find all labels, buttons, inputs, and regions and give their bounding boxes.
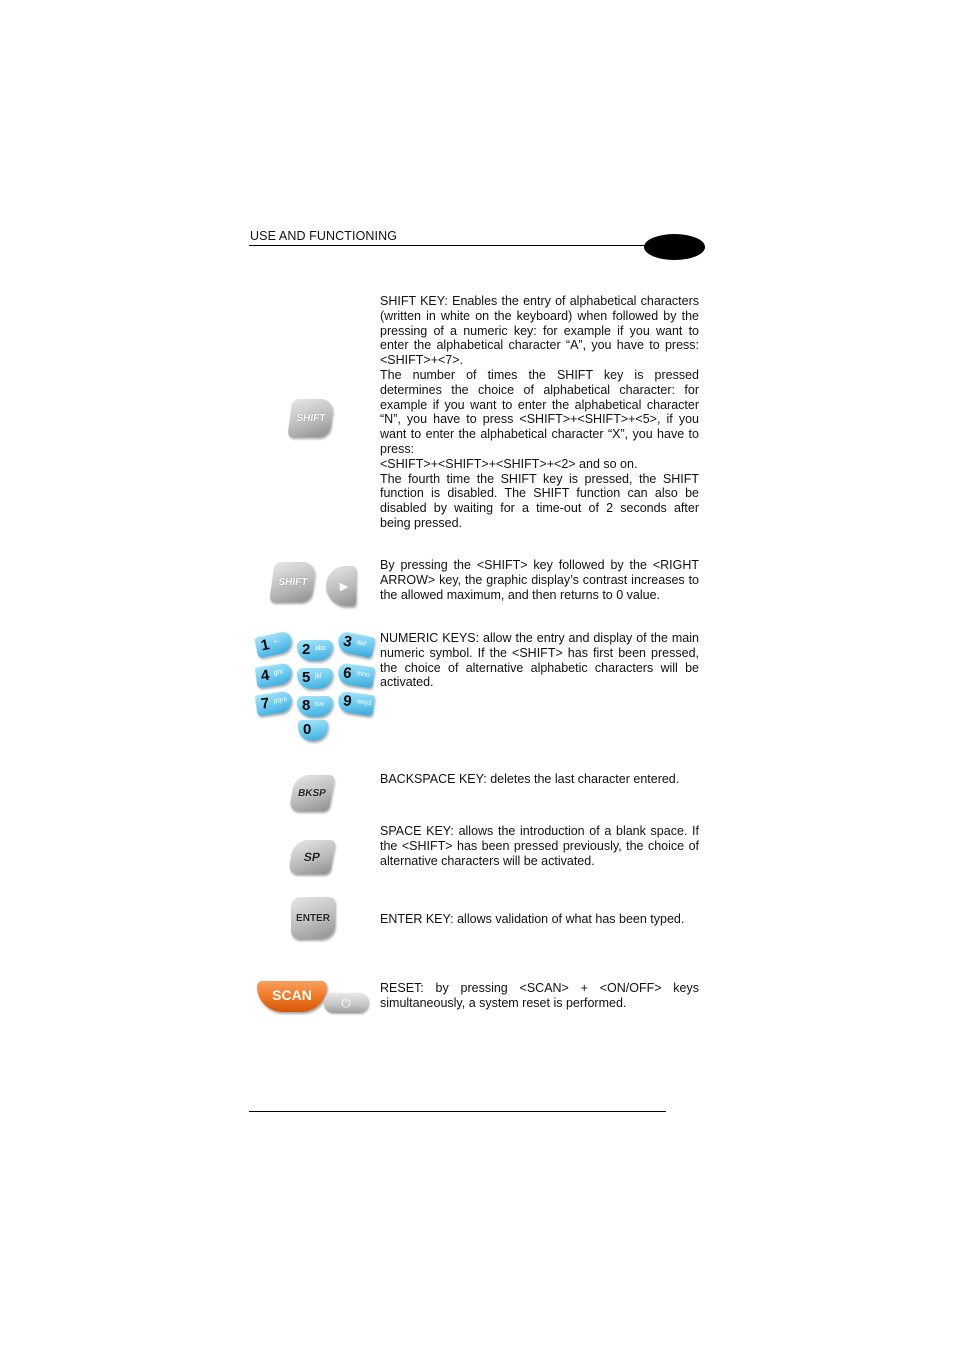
numeric-key-6: 6 mno <box>337 663 376 689</box>
space-key-icon <box>288 840 336 874</box>
right-arrow-key-icon: ▶ <box>326 566 356 606</box>
enter-key-label: ENTER <box>296 912 330 924</box>
enter-text: ENTER KEY: allows validation of what has been typed. <box>380 912 685 926</box>
backspace-description <box>380 772 699 787</box>
backspace-text: BACKSPACE KEY: deletes the last character entered. <box>380 772 680 786</box>
shift-key-description <box>380 294 699 531</box>
header-oval-tab <box>644 234 705 260</box>
shift-para-2: The number of times the SHIFT key is pressed determines the choice of alphabetical character: for example if you want to enter the alphabetical character “N”, you have to press <SHIFT>+<SHIFT>+<5>, if you want to enter the alphabetical character “X”, you have to press: <box>380 367 699 456</box>
shift-para-4: The fourth time the SHIFT key is pressed, the SHIFT function is disabled. The SHIFT function can also be disabled by waiting for a time-out of 2 seconds after being pressed. <box>380 471 699 530</box>
power-icon <box>324 993 368 1013</box>
numeric-key-3: 3 def <box>336 630 376 658</box>
numeric-text: NUMERIC KEYS: allow the entry and display of the main numeric symbol. If the <SHIFT> has first been pressed, the choice of alternative alphabetic characters will be activated. <box>380 631 699 690</box>
shift-key-label: SHIFT <box>295 412 327 424</box>
scan-key-icon <box>257 981 327 1012</box>
backspace-key-icon <box>289 775 335 811</box>
numeric-key-1: 1 +- <box>254 630 294 658</box>
shift-key-icon <box>287 399 334 437</box>
scan-key-label: SCAN <box>272 986 312 1003</box>
power-key-glyph: ⏻ <box>341 995 351 1010</box>
numeric-keypad-icon <box>254 633 376 743</box>
reset-description <box>380 981 699 1011</box>
footer-rule <box>249 1111 666 1112</box>
numeric-key-7: 7 pqrs <box>255 691 294 717</box>
contrast-text: By pressing the <SHIFT> key followed by the <RIGHT ARROW> key, the graphic display’s contrast increases to the allowed maximum, and then returns to 0 value. <box>380 558 699 602</box>
space-text: SPACE KEY: allows the introduction of a blank space. If the <SHIFT> has been pressed previously, the choice of alternative characters will be activated. <box>380 824 699 868</box>
contrast-description <box>380 558 699 602</box>
shift-para-3: <SHIFT>+<SHIFT>+<SHIFT>+<2> and so on. <box>380 456 638 471</box>
space-description <box>380 824 699 868</box>
numeric-key-9: 9 wxyz <box>337 691 376 717</box>
header-rule <box>249 245 657 246</box>
page-header-title: USE AND FUNCTIONING <box>250 229 398 243</box>
shift-key-icon-contrast <box>269 562 317 602</box>
shift-key-contrast-label: SHIFT <box>277 576 309 588</box>
reset-text: RESET: by pressing <SCAN> + <ON/OFF> keys simultaneously, a system reset is performed. <box>380 981 699 1010</box>
numeric-key-2: 2 abc <box>297 640 333 661</box>
numeric-key-0: 0 <box>298 720 328 741</box>
numeric-key-4: 4 ghi <box>255 663 294 689</box>
space-key-label: SP <box>302 850 322 864</box>
backspace-key-label: BKSP <box>297 787 327 799</box>
shift-para-1: SHIFT KEY: Enables the entry of alphabetical characters (written in white on the keyboard) when followed by the pressing of a numeric key: for example if you want to enter the alphabetical character “A”, you have to press: <SHIFT>+<7>. <box>380 294 699 368</box>
enter-description <box>380 912 699 927</box>
numeric-keys-description <box>380 631 699 690</box>
numeric-key-5: 5 jkl <box>297 668 333 689</box>
numeric-key-8: 8 tuv <box>297 696 333 717</box>
enter-key-icon <box>291 897 335 939</box>
